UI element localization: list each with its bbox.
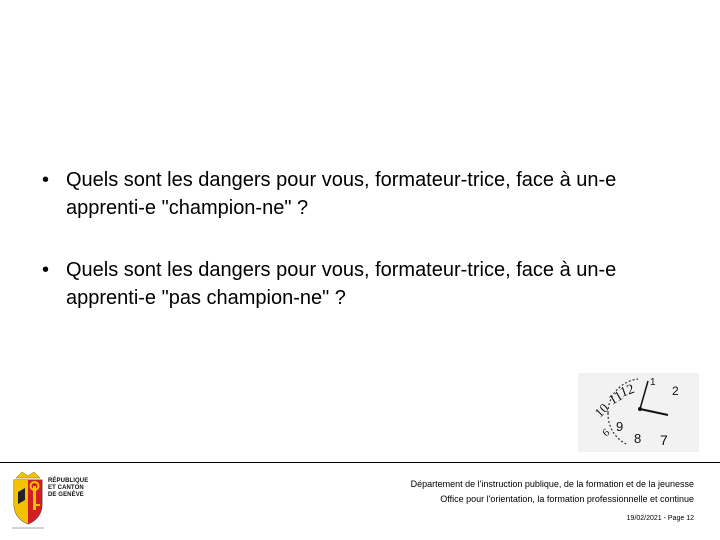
- canton-name: [48, 478, 100, 499]
- canton-logo: [8, 470, 100, 530]
- footer-office: Office pour l'orientation, la formation professionnelle et continue: [440, 494, 694, 504]
- bullet-marker: •: [42, 169, 50, 191]
- bullet-text: Quels sont les dangers pour vous, formateur-trice, face à un-e apprenti-e "champion-ne" ?: [66, 169, 617, 219]
- bullet-text: Quels sont les dangers pour vous, formateur-trice, face à un-e apprenti-e "pas champion-ne" ?: [66, 259, 617, 309]
- bullet-item: [42, 166, 692, 222]
- geneva-coat-of-arms-icon: [8, 470, 48, 530]
- canton-name-line: RÉPUBLIQUE: [48, 478, 89, 484]
- svg-text:6: 6: [600, 426, 613, 440]
- svg-text:7: 7: [660, 432, 668, 448]
- clock-icon: [578, 373, 699, 452]
- bullet-marker: •: [42, 259, 50, 281]
- svg-text:12: 12: [618, 381, 637, 401]
- footer-date-page: 19/02/2021 - Page 12: [626, 515, 694, 522]
- svg-text:2: 2: [672, 384, 679, 398]
- canton-name-line: ET CANTON: [48, 485, 84, 491]
- svg-text:10: 10: [591, 400, 612, 421]
- svg-text:9: 9: [616, 419, 624, 434]
- footer-department: Département de l'instruction publique, de la formation et de la jeunesse: [410, 479, 694, 489]
- footer-divider: [0, 462, 720, 463]
- canton-name-line: DE GENÈVE: [48, 492, 84, 498]
- svg-text:8: 8: [634, 431, 642, 446]
- bullet-item: [42, 256, 692, 312]
- svg-text:1: 1: [650, 377, 656, 388]
- bullet-list: [42, 166, 692, 346]
- svg-text:11: 11: [606, 388, 626, 409]
